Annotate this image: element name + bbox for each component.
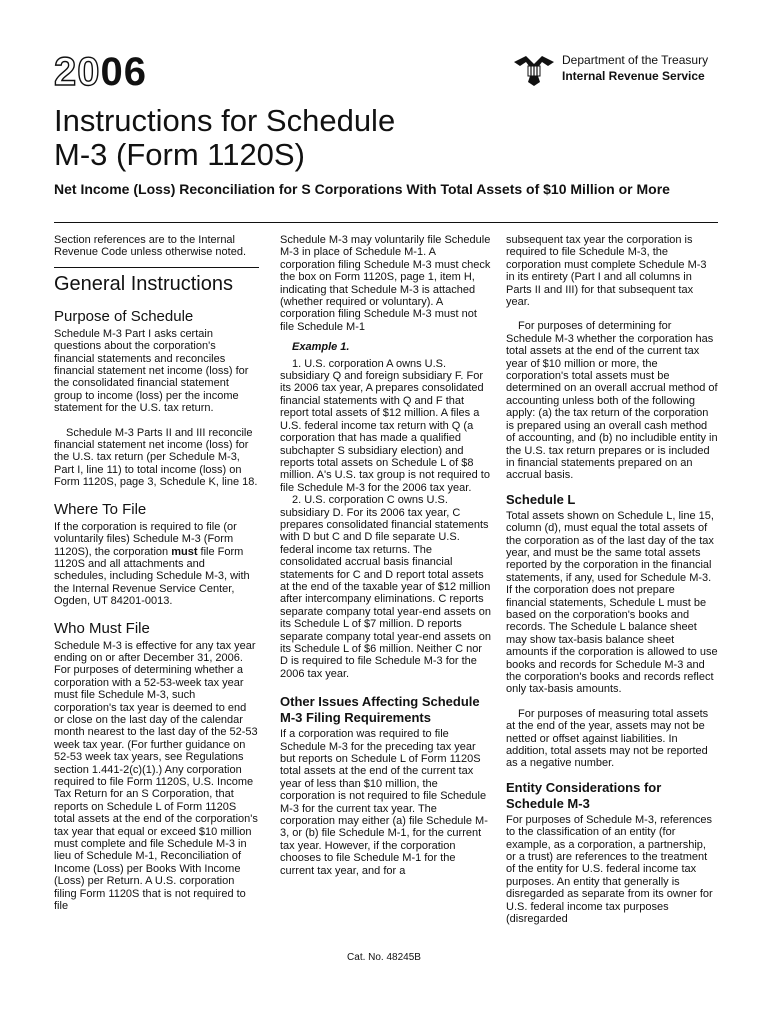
agency-line2: Internal Revenue Service [562,69,705,83]
year-prefix: 20 [54,50,101,94]
tax-year [54,50,147,94]
schedule-l-paragraph-1: Total assets shown on Schedule L, line 15, column (d), must equal the total assets of the corporation as of the last day of the tax year, and must be the same total assets reported by the corporation in the financial statements, if any, used for Schedule M-3. If the corporation does not prepare financial statements, Schedule L must be based on the corporation's books and records. The Schedule L balance sheet may show tax-basis balance sheet amounts if the corporation is allowed to use books and records for Schedule M-3 and the corporation's books and records reflect only tax-basis amounts. [506,509,718,696]
other-issues-heading: Other Issues Affecting Schedule M-3 Filing Requirements [280,694,480,726]
title-line2: M-3 (Form 1120S) [54,137,305,172]
catalog-number: Cat. No. 48245B [347,952,421,963]
document-title [54,104,395,172]
schedule-l-heading: Schedule L [506,491,576,507]
who-must-file-heading: Who Must File [54,619,150,637]
accrual-method-paragraph: For purposes of determining for Schedule M-3 whether the corporation has total assets at the end of the current tax year of $10 million or more, the corporation's total assets must be determined on an overall accrual method of accounting unless both of the following apply: (a) the tax return of the corporation is prepared using an overall cash method of accounting, and (b) no includible entity in the U.S. tax return prepares or is included in financial statements prepared on an accrual basis. [506,320,718,482]
purpose-paragraph-1: Schedule M-3 Part I asks certain questions about the corporation's financial statements and reconciles financial statement net income (loss) for the consolidated financial statement group to income (loss) per the income statement for the U.S. tax return. [54,327,249,415]
column-1 [54,234,259,912]
example-item-2: 2. U.S. corporation C owns U.S. subsidiary D. For its 2006 tax year, C prepares consolidated financial statements with D but C and D file separate U.S. federal income tax returns. The consolidated accrual basis financial statements for C and D report total assets at the end of the taxable year of $12 million after intercompany eliminations. C reports separate company total year-end assets on its Schedule L of $7 million. D reports separate company total year-end assets on its Schedule L of $6 million. Neither C nor D is required to file Schedule M-3 for the 2006 tax year. [280,494,491,680]
voluntary-filing-paragraph: Schedule M-3 may voluntarily file Schedule M-3 in place of Schedule M-1. A corporation filing Schedule M-3 must check the box on Form 1120S, page 1, item H, indicating that Schedule M-3 is attached (whether required or voluntary). A corporation filing Schedule M-3 must not file Schedule M-1 [280,234,491,333]
purpose-heading: Purpose of Schedule [54,307,194,325]
entity-considerations-paragraph: For purposes of Schedule M-3, references to the classification of an entity (for example, as a corporation, a partnership, or a trust) are references to the treatment of the entity for U.S. federal income tax purposes. An entity that generally is disregarded as separate from its owner for U.S. federal income tax purposes (disregarded [506,813,713,926]
entity-considerations-heading: Entity Considerations for Schedule M-3 [506,779,662,811]
where-to-file-paragraph [54,521,259,608]
who-must-file-paragraph: Schedule M-3 is effective for any tax year ending on or after December 31, 2006. For purposes of determining whether a corporation with a 52-53-week tax year must file Schedule M-3, such corporation's tax year is deemed to end or close on the last day of the calendar month nearest to the last day of the 52-53 week tax year. (For further guidance on 52-53 week tax years, see Regulations section 1.441-2(c)(1).) Any corporation required to file Form 1120S, U.S. Income Tax Return for an S Corporation, that reports on Schedule L of Form 1120S total assets at the end of the corporation's tax year that equal or exceed $10 million must complete and file Schedule M-3 in lieu of Schedule M-1, Reconciliation of Income (Loss) per Books With Income (Loss) per Return. A U.S. corporation filing Form 1120S that is not required to file [54,639,258,913]
column-2 [280,234,492,877]
where-to-file-heading: Where To File [54,500,147,518]
schedule-l-paragraph-2: For purposes of measuring total assets at the end of the year, assets may not be netted or offset against liabilities. In addition, total assets may not be reported as a negative number. [506,707,709,770]
title-line1: Instructions for Schedule [54,103,396,138]
example-item-1: 1. U.S. corporation A owns U.S. subsidiary Q and foreign subsidiary F. For its 2006 tax year, A prepares consolidated financial statements with Q and F that report total assets of $12 million. A files a U.S. federal income tax return with Q (a corporation that has made a qualified subchapter S subsidiary election) and reports total assets on Schedule L of $8 million. A's U.S. tax group is not required to file Schedule M-3 for the 2006 tax year. [280,357,490,494]
where-text-a: If the corporation is required to file (or voluntarily files) Schedule M-3 (Form 1120S), the corporation [54,520,237,558]
where-text-bold: must [171,545,198,558]
agency-line1: Department of the Treasury [562,53,709,67]
subsequent-year-paragraph: subsequent tax year the corporation is required to file Schedule M-3, the corporation must complete Schedule M-3 in its entirety (Part I and all columns in Parts II and III) for that subsequent tax year. [506,234,707,309]
document-subtitle: Net Income (Loss) Reconciliation for S Corporations With Total Assets of $10 Million or More [54,181,670,197]
purpose-paragraph-2: Schedule M-3 Parts II and III reconcile financial statement net income (loss) for the U.S. tax return (per Schedule M-3, Part I, line 11) to total income (loss) on Form 1120S, page 3, Schedule K, line 18. [54,426,258,489]
title-divider [54,222,718,223]
other-issues-paragraph: If a corporation was required to file Schedule M-3 for the preceding tax year but reports on Schedule L of Form 1120S total assets at the end of the current tax year of less than $10 million, the corporation is not required to file Schedule M-3 for the current tax year. The corporation may either (a) file Schedule M-3, or (b) file Schedule M-1, for the current tax year. However, if the corporation chooses to file Schedule M-1 for the current tax year, and for a [280,728,488,877]
year-suffix: 06 [100,50,147,94]
section-divider [54,267,259,268]
general-instructions-heading: General Instructions [54,272,233,295]
where-text-b: file Form 1120S and all attachments and schedules, including Schedule M-3, with the Internal Revenue Service Center, Ogden, UT 84201-0013. [54,545,250,608]
intro-note: Section references are to the Internal Revenue Code unless otherwise noted. [54,234,247,259]
column-3 [506,234,718,926]
agency-block [512,52,708,88]
example-label: Example 1. [292,341,350,354]
irs-eagle-logo-icon [512,52,556,88]
